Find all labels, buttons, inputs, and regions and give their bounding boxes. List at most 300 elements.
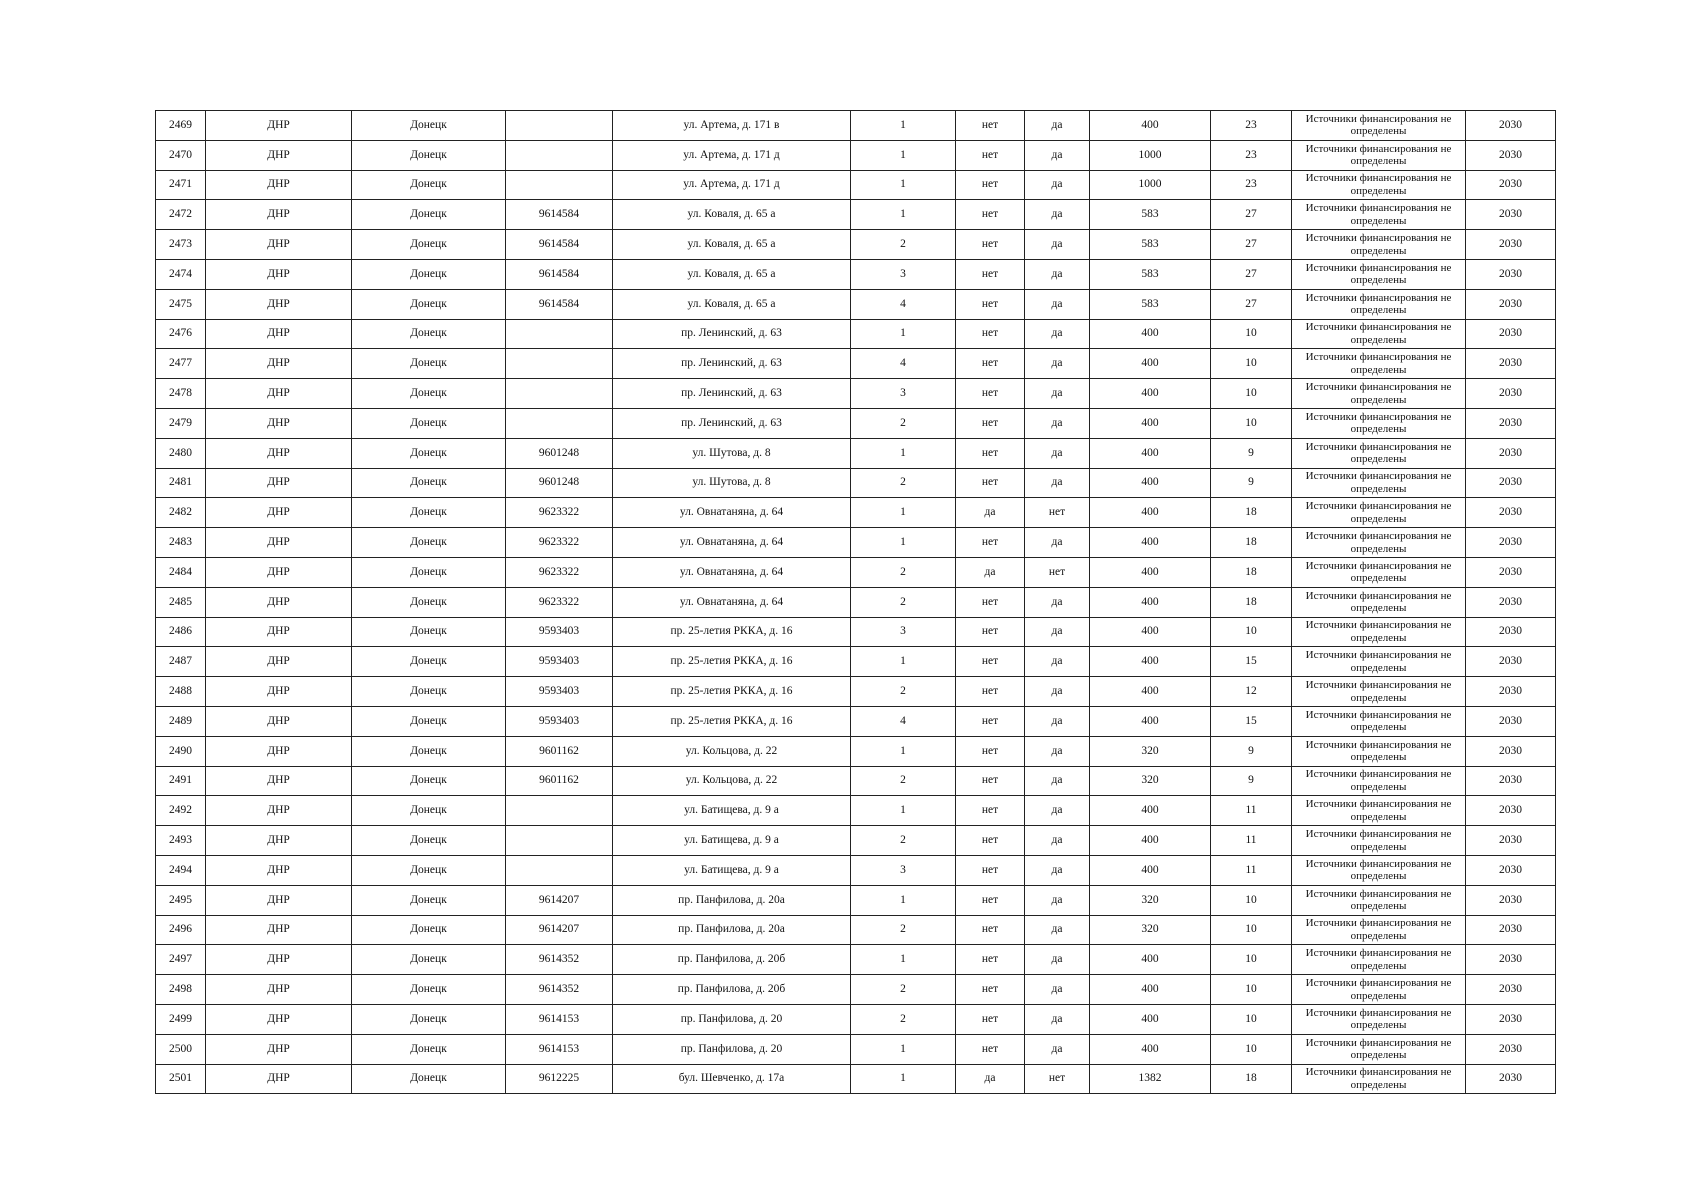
capacity-cell: 400: [1090, 528, 1211, 558]
capacity-cell: 400: [1090, 468, 1211, 498]
year-cell: 2030: [1466, 766, 1556, 796]
flag-b-cell: да: [1025, 438, 1090, 468]
code-cell: 9614584: [506, 230, 613, 260]
flag-b-cell: да: [1025, 408, 1090, 438]
entrance-cell: 2: [851, 915, 956, 945]
region-cell: ДНР: [206, 200, 352, 230]
capacity-cell: 400: [1090, 557, 1211, 587]
entrance-cell: 1: [851, 1064, 956, 1094]
flag-a-cell: нет: [956, 349, 1025, 379]
city-cell: Донецк: [352, 617, 506, 647]
city-cell: Донецк: [352, 349, 506, 379]
funding-source-cell: Источники финансирования не определены: [1292, 1064, 1466, 1094]
address-cell: ул. Коваля, д. 65 а: [613, 259, 851, 289]
flag-b-cell: да: [1025, 528, 1090, 558]
year-cell: 2030: [1466, 408, 1556, 438]
table-row: [156, 766, 1556, 796]
year-cell: 2030: [1466, 736, 1556, 766]
count-cell: 27: [1211, 259, 1292, 289]
table-row: [156, 885, 1556, 915]
funding-source-cell: Источники финансирования не определены: [1292, 647, 1466, 677]
entrance-cell: 4: [851, 289, 956, 319]
count-cell: 10: [1211, 349, 1292, 379]
year-cell: 2030: [1466, 975, 1556, 1005]
row-number-cell: 2477: [156, 349, 206, 379]
year-cell: 2030: [1466, 379, 1556, 409]
row-number-cell: 2488: [156, 677, 206, 707]
year-cell: 2030: [1466, 200, 1556, 230]
code-cell: 9614584: [506, 200, 613, 230]
code-cell: 9623322: [506, 528, 613, 558]
capacity-cell: 400: [1090, 111, 1211, 141]
capacity-cell: 1000: [1090, 140, 1211, 170]
flag-b-cell: да: [1025, 617, 1090, 647]
funding-source-cell: Источники финансирования не определены: [1292, 170, 1466, 200]
row-number-cell: 2491: [156, 766, 206, 796]
table-row: [156, 468, 1556, 498]
address-cell: ул. Шутова, д. 8: [613, 438, 851, 468]
city-cell: Донецк: [352, 111, 506, 141]
funding-source-cell: Источники финансирования не определены: [1292, 200, 1466, 230]
address-cell: пр. 25-летия РККА, д. 16: [613, 677, 851, 707]
funding-source-cell: Источники финансирования не определены: [1292, 438, 1466, 468]
address-cell: пр. 25-летия РККА, д. 16: [613, 647, 851, 677]
flag-b-cell: да: [1025, 885, 1090, 915]
funding-source-cell: Источники финансирования не определены: [1292, 766, 1466, 796]
funding-source-cell: Источники финансирования не определены: [1292, 706, 1466, 736]
flag-a-cell: нет: [956, 379, 1025, 409]
code-cell: 9614207: [506, 885, 613, 915]
entrance-cell: 1: [851, 736, 956, 766]
entrance-cell: 1: [851, 528, 956, 558]
region-cell: ДНР: [206, 975, 352, 1005]
row-number-cell: 2472: [156, 200, 206, 230]
region-cell: ДНР: [206, 111, 352, 141]
address-cell: пр. Панфилова, д. 20: [613, 1034, 851, 1064]
entrance-cell: 1: [851, 170, 956, 200]
funding-source-cell: Источники финансирования не определены: [1292, 230, 1466, 260]
year-cell: 2030: [1466, 647, 1556, 677]
year-cell: 2030: [1466, 617, 1556, 647]
table-row: [156, 855, 1556, 885]
year-cell: 2030: [1466, 557, 1556, 587]
address-cell: бул. Шевченко, д. 17а: [613, 1064, 851, 1094]
row-number-cell: 2495: [156, 885, 206, 915]
flag-a-cell: нет: [956, 706, 1025, 736]
funding-source-cell: Источники финансирования не определены: [1292, 289, 1466, 319]
capacity-cell: 400: [1090, 1004, 1211, 1034]
flag-b-cell: да: [1025, 1034, 1090, 1064]
row-number-cell: 2474: [156, 259, 206, 289]
address-cell: ул. Овнатаняна, д. 64: [613, 587, 851, 617]
table-row: [156, 1004, 1556, 1034]
address-cell: ул. Кольцова, д. 22: [613, 766, 851, 796]
table-row: [156, 379, 1556, 409]
city-cell: Донецк: [352, 408, 506, 438]
region-cell: ДНР: [206, 945, 352, 975]
entrance-cell: 1: [851, 1034, 956, 1064]
table-row: [156, 736, 1556, 766]
count-cell: 15: [1211, 706, 1292, 736]
region-cell: ДНР: [206, 766, 352, 796]
address-cell: пр. 25-летия РККА, д. 16: [613, 617, 851, 647]
row-number-cell: 2497: [156, 945, 206, 975]
row-number-cell: 2492: [156, 796, 206, 826]
flag-b-cell: да: [1025, 379, 1090, 409]
entrance-cell: 4: [851, 706, 956, 736]
flag-a-cell: нет: [956, 140, 1025, 170]
year-cell: 2030: [1466, 170, 1556, 200]
capacity-cell: 400: [1090, 975, 1211, 1005]
funding-source-cell: Источники финансирования не определены: [1292, 885, 1466, 915]
address-cell: ул. Коваля, д. 65 а: [613, 200, 851, 230]
flag-a-cell: нет: [956, 1004, 1025, 1034]
year-cell: 2030: [1466, 319, 1556, 349]
table-row: [156, 111, 1556, 141]
flag-b-cell: да: [1025, 200, 1090, 230]
year-cell: 2030: [1466, 468, 1556, 498]
code-cell: 9593403: [506, 647, 613, 677]
count-cell: 15: [1211, 647, 1292, 677]
address-cell: пр. Панфилова, д. 20б: [613, 945, 851, 975]
city-cell: Донецк: [352, 647, 506, 677]
count-cell: 10: [1211, 1034, 1292, 1064]
funding-source-cell: Источники финансирования не определены: [1292, 408, 1466, 438]
address-cell: ул. Кольцова, д. 22: [613, 736, 851, 766]
region-cell: ДНР: [206, 855, 352, 885]
capacity-cell: 320: [1090, 915, 1211, 945]
flag-a-cell: нет: [956, 319, 1025, 349]
table-row: [156, 528, 1556, 558]
count-cell: 18: [1211, 557, 1292, 587]
count-cell: 10: [1211, 975, 1292, 1005]
count-cell: 10: [1211, 915, 1292, 945]
flag-b-cell: да: [1025, 796, 1090, 826]
code-cell: [506, 826, 613, 856]
capacity-cell: 400: [1090, 379, 1211, 409]
count-cell: 23: [1211, 111, 1292, 141]
funding-source-cell: Источники финансирования не определены: [1292, 617, 1466, 647]
row-number-cell: 2469: [156, 111, 206, 141]
entrance-cell: 2: [851, 766, 956, 796]
count-cell: 10: [1211, 945, 1292, 975]
city-cell: Донецк: [352, 170, 506, 200]
count-cell: 18: [1211, 587, 1292, 617]
code-cell: [506, 319, 613, 349]
address-cell: пр. Ленинский, д. 63: [613, 379, 851, 409]
capacity-cell: 583: [1090, 259, 1211, 289]
address-cell: ул. Овнатаняна, д. 64: [613, 557, 851, 587]
year-cell: 2030: [1466, 677, 1556, 707]
code-cell: [506, 349, 613, 379]
flag-b-cell: да: [1025, 1004, 1090, 1034]
region-cell: ДНР: [206, 140, 352, 170]
row-number-cell: 2483: [156, 528, 206, 558]
flag-b-cell: да: [1025, 915, 1090, 945]
region-cell: ДНР: [206, 379, 352, 409]
city-cell: Донецк: [352, 587, 506, 617]
address-cell: пр. Ленинский, д. 63: [613, 319, 851, 349]
row-number-cell: 2475: [156, 289, 206, 319]
flag-a-cell: нет: [956, 677, 1025, 707]
flag-a-cell: нет: [956, 438, 1025, 468]
count-cell: 18: [1211, 528, 1292, 558]
code-cell: 9623322: [506, 498, 613, 528]
capacity-cell: 320: [1090, 736, 1211, 766]
entrance-cell: 1: [851, 319, 956, 349]
address-cell: пр. Панфилова, д. 20: [613, 1004, 851, 1034]
capacity-cell: 400: [1090, 826, 1211, 856]
year-cell: 2030: [1466, 1004, 1556, 1034]
row-number-cell: 2482: [156, 498, 206, 528]
count-cell: 9: [1211, 438, 1292, 468]
capacity-cell: 400: [1090, 349, 1211, 379]
flag-a-cell: да: [956, 498, 1025, 528]
code-cell: [506, 170, 613, 200]
table-row: [156, 557, 1556, 587]
address-cell: ул. Батищева, д. 9 а: [613, 796, 851, 826]
address-cell: пр. 25-летия РККА, д. 16: [613, 706, 851, 736]
flag-b-cell: да: [1025, 349, 1090, 379]
count-cell: 10: [1211, 379, 1292, 409]
city-cell: Донецк: [352, 230, 506, 260]
region-cell: ДНР: [206, 647, 352, 677]
funding-source-cell: Источники финансирования не определены: [1292, 349, 1466, 379]
capacity-cell: 400: [1090, 438, 1211, 468]
table-row: [156, 945, 1556, 975]
table-row: [156, 438, 1556, 468]
funding-source-cell: Источники финансирования не определены: [1292, 140, 1466, 170]
funding-source-cell: Источники финансирования не определены: [1292, 945, 1466, 975]
code-cell: [506, 140, 613, 170]
capacity-cell: 400: [1090, 647, 1211, 677]
region-cell: ДНР: [206, 408, 352, 438]
count-cell: 18: [1211, 498, 1292, 528]
funding-source-cell: Источники финансирования не определены: [1292, 736, 1466, 766]
entrance-cell: 4: [851, 349, 956, 379]
address-cell: пр. Ленинский, д. 63: [613, 408, 851, 438]
entrance-cell: 1: [851, 945, 956, 975]
city-cell: Донецк: [352, 498, 506, 528]
table-row: [156, 915, 1556, 945]
city-cell: Донецк: [352, 736, 506, 766]
code-cell: [506, 408, 613, 438]
entrance-cell: 1: [851, 140, 956, 170]
code-cell: [506, 855, 613, 885]
region-cell: ДНР: [206, 617, 352, 647]
row-number-cell: 2501: [156, 1064, 206, 1094]
table-row: [156, 975, 1556, 1005]
year-cell: 2030: [1466, 855, 1556, 885]
capacity-cell: 400: [1090, 796, 1211, 826]
flag-b-cell: нет: [1025, 1064, 1090, 1094]
code-cell: 9614207: [506, 915, 613, 945]
flag-a-cell: нет: [956, 915, 1025, 945]
count-cell: 10: [1211, 319, 1292, 349]
region-cell: ДНР: [206, 826, 352, 856]
entrance-cell: 2: [851, 468, 956, 498]
count-cell: 9: [1211, 766, 1292, 796]
year-cell: 2030: [1466, 438, 1556, 468]
city-cell: Донецк: [352, 796, 506, 826]
row-number-cell: 2478: [156, 379, 206, 409]
row-number-cell: 2487: [156, 647, 206, 677]
table-row: [156, 498, 1556, 528]
flag-b-cell: да: [1025, 736, 1090, 766]
year-cell: 2030: [1466, 140, 1556, 170]
address-cell: пр. Панфилова, д. 20а: [613, 915, 851, 945]
flag-b-cell: да: [1025, 587, 1090, 617]
row-number-cell: 2494: [156, 855, 206, 885]
address-cell: ул. Коваля, д. 65 а: [613, 289, 851, 319]
flag-b-cell: да: [1025, 766, 1090, 796]
row-number-cell: 2500: [156, 1034, 206, 1064]
flag-a-cell: нет: [956, 259, 1025, 289]
flag-a-cell: нет: [956, 1034, 1025, 1064]
city-cell: Донецк: [352, 259, 506, 289]
capacity-cell: 583: [1090, 200, 1211, 230]
table-row: [156, 259, 1556, 289]
year-cell: 2030: [1466, 945, 1556, 975]
capacity-cell: 400: [1090, 319, 1211, 349]
capacity-cell: 400: [1090, 1034, 1211, 1064]
address-cell: ул. Батищева, д. 9 а: [613, 826, 851, 856]
flag-a-cell: нет: [956, 975, 1025, 1005]
city-cell: Донецк: [352, 677, 506, 707]
code-cell: [506, 379, 613, 409]
funding-source-cell: Источники финансирования не определены: [1292, 796, 1466, 826]
year-cell: 2030: [1466, 349, 1556, 379]
flag-b-cell: да: [1025, 170, 1090, 200]
year-cell: 2030: [1466, 1064, 1556, 1094]
capacity-cell: 400: [1090, 677, 1211, 707]
flag-b-cell: да: [1025, 468, 1090, 498]
region-cell: ДНР: [206, 259, 352, 289]
count-cell: 9: [1211, 736, 1292, 766]
city-cell: Донецк: [352, 468, 506, 498]
region-cell: ДНР: [206, 587, 352, 617]
count-cell: 9: [1211, 468, 1292, 498]
entrance-cell: 2: [851, 1004, 956, 1034]
flag-a-cell: нет: [956, 885, 1025, 915]
capacity-cell: 400: [1090, 617, 1211, 647]
entrance-cell: 1: [851, 885, 956, 915]
region-cell: ДНР: [206, 796, 352, 826]
city-cell: Донецк: [352, 319, 506, 349]
flag-b-cell: да: [1025, 647, 1090, 677]
flag-b-cell: да: [1025, 855, 1090, 885]
entrance-cell: 1: [851, 796, 956, 826]
entrance-cell: 1: [851, 111, 956, 141]
city-cell: Донецк: [352, 975, 506, 1005]
flag-a-cell: нет: [956, 528, 1025, 558]
entrance-cell: 2: [851, 587, 956, 617]
table-row: [156, 349, 1556, 379]
code-cell: 9601162: [506, 766, 613, 796]
count-cell: 23: [1211, 170, 1292, 200]
count-cell: 11: [1211, 855, 1292, 885]
region-cell: ДНР: [206, 1034, 352, 1064]
row-number-cell: 2473: [156, 230, 206, 260]
address-cell: пр. Ленинский, д. 63: [613, 349, 851, 379]
funding-source-cell: Источники финансирования не определены: [1292, 826, 1466, 856]
city-cell: Донецк: [352, 1004, 506, 1034]
table-row: [156, 706, 1556, 736]
entrance-cell: 2: [851, 408, 956, 438]
count-cell: 18: [1211, 1064, 1292, 1094]
entrance-cell: 2: [851, 557, 956, 587]
table-row: [156, 826, 1556, 856]
entrance-cell: 2: [851, 975, 956, 1005]
city-cell: Донецк: [352, 438, 506, 468]
row-number-cell: 2470: [156, 140, 206, 170]
region-cell: ДНР: [206, 736, 352, 766]
funding-source-cell: Источники финансирования не определены: [1292, 259, 1466, 289]
city-cell: Донецк: [352, 1064, 506, 1094]
entrance-cell: 3: [851, 617, 956, 647]
address-cell: ул. Овнатаняна, д. 64: [613, 498, 851, 528]
funding-source-cell: Источники финансирования не определены: [1292, 557, 1466, 587]
region-cell: ДНР: [206, 677, 352, 707]
count-cell: 27: [1211, 289, 1292, 319]
flag-b-cell: нет: [1025, 557, 1090, 587]
flag-a-cell: нет: [956, 289, 1025, 319]
row-number-cell: 2489: [156, 706, 206, 736]
capacity-cell: 400: [1090, 706, 1211, 736]
city-cell: Донецк: [352, 289, 506, 319]
region-cell: ДНР: [206, 230, 352, 260]
city-cell: Донецк: [352, 766, 506, 796]
table-row: [156, 289, 1556, 319]
flag-a-cell: нет: [956, 766, 1025, 796]
code-cell: 9593403: [506, 706, 613, 736]
flag-b-cell: да: [1025, 140, 1090, 170]
address-cell: ул. Артема, д. 171 д: [613, 170, 851, 200]
funding-source-cell: Источники финансирования не определены: [1292, 498, 1466, 528]
flag-b-cell: да: [1025, 289, 1090, 319]
city-cell: Донецк: [352, 528, 506, 558]
city-cell: Донецк: [352, 826, 506, 856]
region-cell: ДНР: [206, 438, 352, 468]
count-cell: 23: [1211, 140, 1292, 170]
flag-b-cell: да: [1025, 230, 1090, 260]
code-cell: 9612225: [506, 1064, 613, 1094]
code-cell: 9601162: [506, 736, 613, 766]
year-cell: 2030: [1466, 587, 1556, 617]
row-number-cell: 2479: [156, 408, 206, 438]
code-cell: 9614153: [506, 1034, 613, 1064]
year-cell: 2030: [1466, 259, 1556, 289]
flag-a-cell: нет: [956, 736, 1025, 766]
city-cell: Донецк: [352, 379, 506, 409]
row-number-cell: 2486: [156, 617, 206, 647]
row-number-cell: 2485: [156, 587, 206, 617]
flag-a-cell: нет: [956, 200, 1025, 230]
flag-a-cell: нет: [956, 796, 1025, 826]
region-cell: ДНР: [206, 468, 352, 498]
year-cell: 2030: [1466, 111, 1556, 141]
address-cell: ул. Артема, д. 171 в: [613, 111, 851, 141]
table-row: [156, 617, 1556, 647]
table-row: [156, 647, 1556, 677]
code-cell: 9601248: [506, 468, 613, 498]
year-cell: 2030: [1466, 706, 1556, 736]
capacity-cell: 400: [1090, 587, 1211, 617]
address-cell: ул. Овнатаняна, д. 64: [613, 528, 851, 558]
entrance-cell: 2: [851, 230, 956, 260]
count-cell: 11: [1211, 796, 1292, 826]
entrance-cell: 3: [851, 379, 956, 409]
